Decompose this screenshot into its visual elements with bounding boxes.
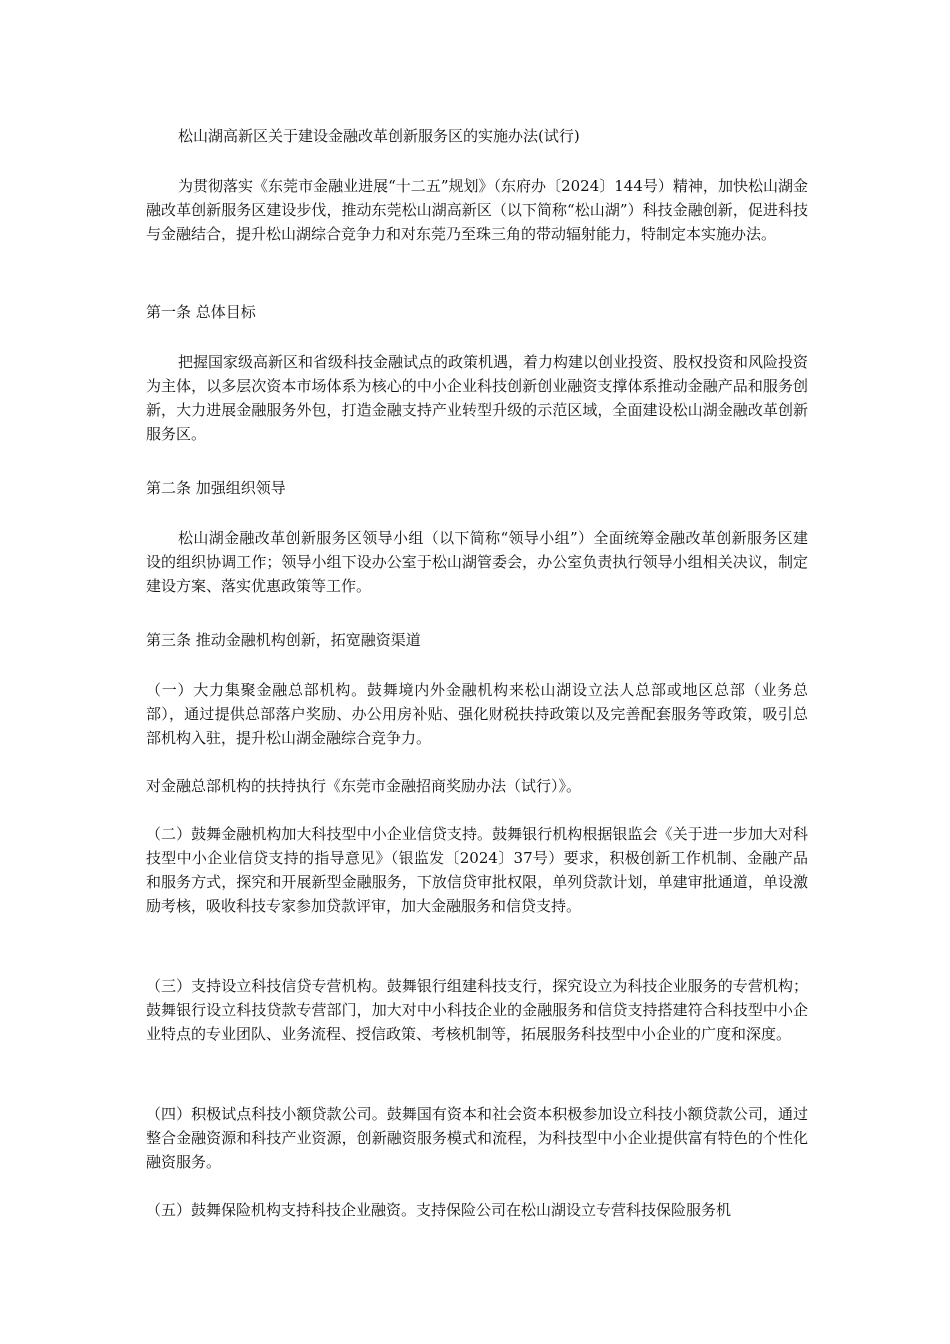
article3-item3: （三）支持设立科技信贷专营机构。鼓舞银行组建科技支行，探究设立为科技企业服务的专营机构；鼓舞银行设立科技贷款专营部门，加大对中小科技企业的金融服务和信贷支持搭建符合科技型中小企业特点的专业团队、业务流程、授信政策、考核机制等，拓展服务科技型中小企业的广度和深度。 [146, 977, 808, 1043]
article3-item1-note: 对金融总部机构的扶持执行《东莞市金融招商奖励办法（试行）》。 [146, 777, 582, 795]
article1-heading: 第一条 总体目标 [146, 303, 256, 321]
intro-paragraph: 为贯彻落实《东莞市金融业进展“十二五”规划》（东府办〔2024〕144号）精神，加快松山湖金融改革创新服务区建设步伐，推动东莞松山湖高新区（以下简称“松山湖”）科技金融创新，促进科技与金融结合，提升松山湖综合竞争力和对东莞乃至珠三角的带动辐射能力，特制定本实施办法。 [146, 177, 808, 243]
article1-body: 把握国家级高新区和省级科技金融试点的政策机遇，着力构建以创业投资、股权投资和风险投资为主体，以多层次资本市场体系为核心的中小企业科技创新创业融资支撑体系推动金融产品和服务创新，大力进展金融服务外包，打造金融支持产业转型升级的示范区域，全面建设松山湖金融改革创新服务区。 [146, 353, 809, 443]
article2-heading: 第二条 加强组织领导 [146, 479, 286, 497]
document-title: 松山湖高新区关于建设金融改革创新服务区的实施办法(试行) [178, 127, 580, 145]
article2-body: 松山湖金融改革创新服务区领导小组（以下简称“领导小组”）全面统筹金融改革创新服务区建设的组织协调工作；领导小组下设办公室于松山湖管委会，办公室负责执行领导小组相关决议，制定建设方案、落实优惠政策等工作。 [146, 529, 808, 595]
article3-item2: （二）鼓舞金融机构加大科技型中小企业信贷支持。鼓舞银行机构根据银监会《关于进一步加大对科技型中小企业信贷支持的指导意见》（银监发〔2024〕37号）要求，积极创新工作机制、金融产品和服务方式，探究和开展新型金融服务，下放信贷审批权限，单列贷款计划，单建审批通道，单设激励考核，吸收科技专家参加贷款评审，加大金融服务和信贷支持。 [146, 825, 808, 915]
article3-item5: （五）鼓舞保险机构支持科技企业融资。支持保险公司在松山湖设立专营科技保险服务机 [146, 1201, 732, 1219]
article3-item4: （四）积极试点科技小额贷款公司。鼓舞国有资本和社会资本积极参加设立科技小额贷款公司，通过整合金融资源和科技产业资源，创新融资服务模式和流程，为科技型中小企业提供富有特色的个性化融资服务。 [146, 1105, 808, 1171]
article3-heading: 第三条 推动金融机构创新，拓宽融资渠道 [146, 631, 421, 649]
article3-item1: （一）大力集聚金融总部机构。鼓舞境内外金融机构来松山湖设立法人总部或地区总部（业务总部），通过提供总部落户奖励、办公用房补贴、强化财税扶持政策以及完善配套服务等政策，吸引总部机构入驻，提升松山湖金融综合竞争力。 [146, 681, 808, 747]
